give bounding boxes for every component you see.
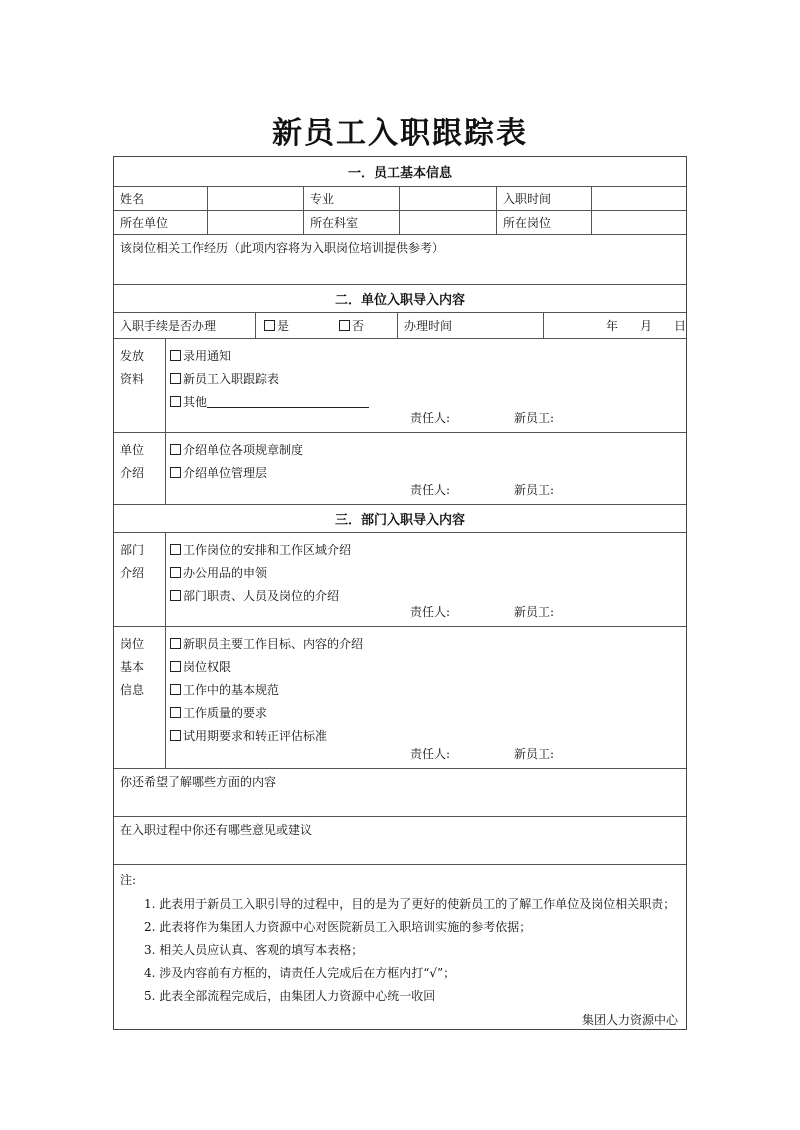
major-value[interactable] <box>400 187 497 210</box>
new-employee-label: 新员工: <box>514 747 555 761</box>
new-employee-label: 新员工: <box>514 411 555 425</box>
company-intro-item-rules[interactable]: 介绍单位各项规章制度 <box>170 439 303 462</box>
dept-intro-item-duties[interactable]: 部门职责、人员及岗位的介绍 <box>170 585 351 608</box>
procedure-options <box>256 313 398 338</box>
responsible-label: 责任人: <box>410 411 451 425</box>
post-value[interactable] <box>592 211 688 234</box>
basic-info-row-1 <box>114 187 686 211</box>
checkbox[interactable] <box>170 567 181 578</box>
wish-label: 你还希望了解哪些方面的内容 <box>120 775 277 789</box>
notes-label: 注: <box>120 873 137 887</box>
materials-item-offer[interactable]: 录用通知 <box>170 345 369 368</box>
materials-item-other[interactable]: 其他 <box>170 391 369 414</box>
notes-block <box>114 865 686 1029</box>
post-info-item-goals[interactable]: 新职员主要工作目标、内容的介绍 <box>170 633 363 656</box>
notes-signature: 集团人力资源中心 <box>581 1013 678 1027</box>
post-label: 所在岗位 <box>497 211 592 234</box>
checkbox[interactable] <box>170 544 181 555</box>
name-label: 姓名 <box>114 187 208 210</box>
checkbox[interactable] <box>170 467 181 478</box>
responsible-label: 责任人: <box>410 747 451 761</box>
basic-info-row-2 <box>114 211 686 235</box>
day-label: 日 <box>674 319 687 333</box>
materials-block <box>114 339 686 433</box>
materials-item-tracking-form[interactable]: 新员工入职跟踪表 <box>170 368 369 391</box>
checkbox[interactable] <box>170 661 181 672</box>
entry-time-value[interactable] <box>592 187 688 210</box>
new-employee-label: 新员工: <box>514 483 555 497</box>
form-title: 新员工入职跟踪表 <box>272 116 528 151</box>
section3-header: 三．部门入职导入内容 <box>114 505 686 533</box>
checkbox[interactable] <box>170 684 181 695</box>
procedure-row <box>114 313 686 339</box>
handle-time-value[interactable] <box>544 313 688 338</box>
company-intro-items <box>170 439 303 485</box>
materials-label: 发放 资料 <box>114 339 166 432</box>
dept-intro-label: 部门 介绍 <box>114 533 166 626</box>
major-label: 专业 <box>304 187 400 210</box>
company-intro-label: 单位 介绍 <box>114 433 166 504</box>
procedure-label: 入职手续是否办理 <box>114 313 256 338</box>
no-checkbox[interactable] <box>339 320 350 331</box>
note-item-1: 1. 此表用于新员工入职引导的过程中，目的是为了更好的使新员工的了解工作单位及岗位相关职责； <box>144 897 676 911</box>
dept-intro-item-supplies[interactable]: 办公用品的申领 <box>170 562 351 585</box>
suggest-row[interactable] <box>114 817 686 865</box>
checkbox[interactable] <box>170 396 181 407</box>
post-info-label: 岗位 基本 信息 <box>114 627 166 768</box>
dept-intro-block <box>114 533 686 627</box>
year-label: 年 <box>606 319 619 333</box>
experience-label: 该岗位相关工作经历（此项内容将为入职岗位培训提供参考） <box>120 241 445 255</box>
note-item-2: 2. 此表将作为集团人力资源中心对医院新员工入职培训实施的参考依据； <box>144 920 532 934</box>
entry-time-label: 入职时间 <box>497 187 592 210</box>
unit-label: 所在单位 <box>114 211 208 234</box>
note-item-5: 5. 此表全部流程完成后，由集团人力资源中心统一收回 <box>144 989 436 1003</box>
post-info-item-norms[interactable]: 工作中的基本规范 <box>170 679 363 702</box>
yes-label: 是 <box>277 319 290 333</box>
new-employee-label: 新员工: <box>514 605 555 619</box>
checkbox[interactable] <box>170 707 181 718</box>
company-intro-block <box>114 433 686 505</box>
other-blank-line[interactable] <box>207 395 369 408</box>
dept-intro-items <box>170 539 351 608</box>
suggest-label: 在入职过程中你还有哪些意见或建议 <box>120 823 313 837</box>
dept-intro-item-arrangement[interactable]: 工作岗位的安排和工作区域介绍 <box>170 539 351 562</box>
checkbox[interactable] <box>170 730 181 741</box>
post-info-item-quality[interactable]: 工作质量的要求 <box>170 702 363 725</box>
name-value[interactable] <box>208 187 304 210</box>
checkbox[interactable] <box>170 350 181 361</box>
department-label: 所在科室 <box>304 211 400 234</box>
onboarding-form <box>113 156 687 1030</box>
responsible-label: 责任人: <box>410 605 451 619</box>
company-intro-item-management[interactable]: 介绍单位管理层 <box>170 462 303 485</box>
department-value[interactable] <box>400 211 497 234</box>
wish-row[interactable] <box>114 769 686 817</box>
note-item-4: 4. 涉及内容前有方框的，请责任人完成后在方框内打“√”； <box>144 966 456 980</box>
checkbox[interactable] <box>170 638 181 649</box>
post-info-item-probation[interactable]: 试用期要求和转正评估标准 <box>170 725 363 748</box>
section1-header: 一．员工基本信息 <box>114 157 686 187</box>
post-info-item-authority[interactable]: 岗位权限 <box>170 656 363 679</box>
post-info-items <box>170 633 363 748</box>
section2-header: 二．单位入职导入内容 <box>114 285 686 313</box>
responsible-label: 责任人: <box>410 483 451 497</box>
yes-checkbox[interactable] <box>264 320 275 331</box>
no-label: 否 <box>352 319 365 333</box>
checkbox[interactable] <box>170 590 181 601</box>
note-item-3: 3. 相关人员应认真、客观的填写本表格； <box>144 943 364 957</box>
handle-time-label: 办理时间 <box>398 313 544 338</box>
checkbox[interactable] <box>170 373 181 384</box>
experience-row[interactable] <box>114 235 686 285</box>
month-label: 月 <box>640 319 653 333</box>
checkbox[interactable] <box>170 444 181 455</box>
post-info-block <box>114 627 686 769</box>
materials-items <box>170 345 369 414</box>
unit-value[interactable] <box>208 211 304 234</box>
